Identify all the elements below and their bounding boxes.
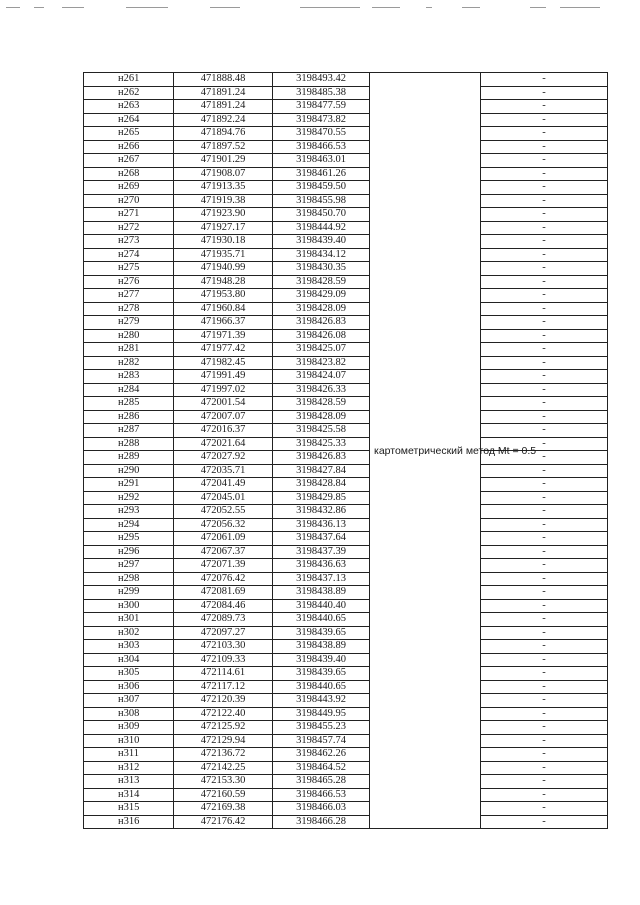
x-coordinate-cell: 472089.73 <box>174 613 273 627</box>
x-coordinate-cell: 472076.42 <box>174 572 273 586</box>
x-coordinate-cell: 472007.07 <box>174 410 273 424</box>
table-row <box>84 424 608 438</box>
point-name-cell: н271 <box>84 208 174 222</box>
x-coordinate-cell: 471908.07 <box>174 167 273 181</box>
dash-cell: - <box>481 559 608 573</box>
dash-cell: - <box>481 613 608 627</box>
dash-cell: - <box>481 86 608 100</box>
dash-cell: - <box>481 707 608 721</box>
table-row <box>84 545 608 559</box>
dash-cell: - <box>481 653 608 667</box>
point-name-cell: н272 <box>84 221 174 235</box>
table-row <box>84 761 608 775</box>
table-row <box>84 208 608 222</box>
table-row <box>84 167 608 181</box>
y-coordinate-cell: 3198439.65 <box>273 626 370 640</box>
point-name-cell: н286 <box>84 410 174 424</box>
table-row <box>84 289 608 303</box>
y-coordinate-cell: 3198425.33 <box>273 437 370 451</box>
point-name-cell: н294 <box>84 518 174 532</box>
table-row <box>84 100 608 114</box>
x-coordinate-cell: 472097.27 <box>174 626 273 640</box>
point-name-cell: н313 <box>84 775 174 789</box>
x-coordinate-cell: 471891.24 <box>174 100 273 114</box>
dash-cell: - <box>481 262 608 276</box>
point-name-cell: н266 <box>84 140 174 154</box>
table-row <box>84 127 608 141</box>
dash-cell: - <box>481 154 608 168</box>
dash-cell: - <box>481 221 608 235</box>
x-coordinate-cell: 472061.09 <box>174 532 273 546</box>
x-coordinate-cell: 472016.37 <box>174 424 273 438</box>
x-coordinate-cell: 471897.52 <box>174 140 273 154</box>
y-coordinate-cell: 3198425.07 <box>273 343 370 357</box>
dash-cell: - <box>481 248 608 262</box>
y-coordinate-cell: 3198464.52 <box>273 761 370 775</box>
y-coordinate-cell: 3198462.26 <box>273 748 370 762</box>
dash-cell: - <box>481 140 608 154</box>
point-name-cell: н267 <box>84 154 174 168</box>
table-row <box>84 518 608 532</box>
table-row <box>84 464 608 478</box>
point-name-cell: н279 <box>84 316 174 330</box>
x-coordinate-cell: 472117.12 <box>174 680 273 694</box>
dash-cell: - <box>481 775 608 789</box>
table-row <box>84 73 608 87</box>
point-name-cell: н311 <box>84 748 174 762</box>
dash-cell: - <box>481 694 608 708</box>
table-row <box>84 721 608 735</box>
x-coordinate-cell: 471953.80 <box>174 289 273 303</box>
dash-cell: - <box>481 518 608 532</box>
dash-cell: - <box>481 343 608 357</box>
dash-cell: - <box>481 235 608 249</box>
point-name-cell: н293 <box>84 505 174 519</box>
y-coordinate-cell: 3198428.84 <box>273 478 370 492</box>
dash-cell: - <box>481 815 608 829</box>
y-coordinate-cell: 3198436.13 <box>273 518 370 532</box>
dash-cell: - <box>481 383 608 397</box>
dash-cell: - <box>481 208 608 222</box>
x-coordinate-cell: 471927.17 <box>174 221 273 235</box>
point-name-cell: н270 <box>84 194 174 208</box>
point-name-cell: н309 <box>84 721 174 735</box>
dash-cell: - <box>481 640 608 654</box>
table-row <box>84 113 608 127</box>
table-row <box>84 262 608 276</box>
dash-cell: - <box>481 167 608 181</box>
dash-cell: - <box>481 100 608 114</box>
point-name-cell: н310 <box>84 734 174 748</box>
point-name-cell: н277 <box>84 289 174 303</box>
dash-cell: - <box>481 586 608 600</box>
table-row <box>84 694 608 708</box>
x-coordinate-cell: 472160.59 <box>174 788 273 802</box>
y-coordinate-cell: 3198439.40 <box>273 653 370 667</box>
x-coordinate-cell: 472056.32 <box>174 518 273 532</box>
y-coordinate-cell: 3198466.03 <box>273 802 370 816</box>
dash-cell: - <box>481 370 608 384</box>
table-row <box>84 275 608 289</box>
point-name-cell: н289 <box>84 451 174 465</box>
x-coordinate-cell: 472142.25 <box>174 761 273 775</box>
dash-cell: - <box>481 505 608 519</box>
x-coordinate-cell: 472067.37 <box>174 545 273 559</box>
point-name-cell: н290 <box>84 464 174 478</box>
table-row <box>84 86 608 100</box>
table-row <box>84 667 608 681</box>
y-coordinate-cell: 3198473.82 <box>273 113 370 127</box>
point-name-cell: н292 <box>84 491 174 505</box>
table-row <box>84 478 608 492</box>
y-coordinate-cell: 3198450.70 <box>273 208 370 222</box>
y-coordinate-cell: 3198485.38 <box>273 86 370 100</box>
x-coordinate-cell: 472176.42 <box>174 815 273 829</box>
table-row <box>84 748 608 762</box>
dash-cell: - <box>481 788 608 802</box>
table-row <box>84 788 608 802</box>
y-coordinate-cell: 3198428.09 <box>273 302 370 316</box>
table-row <box>84 235 608 249</box>
point-name-cell: н287 <box>84 424 174 438</box>
x-coordinate-cell: 472035.71 <box>174 464 273 478</box>
table-row <box>84 734 608 748</box>
point-name-cell: н299 <box>84 586 174 600</box>
y-coordinate-cell: 3198455.98 <box>273 194 370 208</box>
dash-cell: - <box>481 532 608 546</box>
y-coordinate-cell: 3198425.58 <box>273 424 370 438</box>
y-coordinate-cell: 3198429.09 <box>273 289 370 303</box>
y-coordinate-cell: 3198426.83 <box>273 316 370 330</box>
scan-top-artifacts <box>0 0 640 14</box>
table-row <box>84 505 608 519</box>
point-name-cell: н300 <box>84 599 174 613</box>
table-row <box>84 383 608 397</box>
table-row <box>84 815 608 829</box>
dash-cell: - <box>481 572 608 586</box>
y-coordinate-cell: 3198455.23 <box>273 721 370 735</box>
point-name-cell: н298 <box>84 572 174 586</box>
table-row <box>84 653 608 667</box>
table-row <box>84 154 608 168</box>
y-coordinate-cell: 3198465.28 <box>273 775 370 789</box>
point-name-cell: н276 <box>84 275 174 289</box>
table-row <box>84 343 608 357</box>
point-name-cell: н316 <box>84 815 174 829</box>
table-row <box>84 302 608 316</box>
point-name-cell: н263 <box>84 100 174 114</box>
method-cell <box>370 73 537 829</box>
y-coordinate-cell: 3198439.65 <box>273 667 370 681</box>
point-name-cell: н306 <box>84 680 174 694</box>
y-coordinate-cell: 3198470.55 <box>273 127 370 141</box>
dash-cell: - <box>481 329 608 343</box>
x-coordinate-cell: 471997.02 <box>174 383 273 397</box>
table-row <box>84 532 608 546</box>
dash-cell: - <box>481 437 608 451</box>
y-coordinate-cell: 3198423.82 <box>273 356 370 370</box>
dash-cell: - <box>481 275 608 289</box>
table-row <box>84 140 608 154</box>
table-row <box>84 356 608 370</box>
table-row <box>84 221 608 235</box>
point-name-cell: н304 <box>84 653 174 667</box>
y-coordinate-cell: 3198426.08 <box>273 329 370 343</box>
point-name-cell: н314 <box>84 788 174 802</box>
table-row <box>84 491 608 505</box>
y-coordinate-cell: 3198439.40 <box>273 235 370 249</box>
x-coordinate-cell: 472122.40 <box>174 707 273 721</box>
y-coordinate-cell: 3198436.63 <box>273 559 370 573</box>
table-row <box>84 181 608 195</box>
x-coordinate-cell: 472125.92 <box>174 721 273 735</box>
x-coordinate-cell: 471894.76 <box>174 127 273 141</box>
x-coordinate-cell: 471991.49 <box>174 370 273 384</box>
x-coordinate-cell: 471935.71 <box>174 248 273 262</box>
y-coordinate-cell: 3198457.74 <box>273 734 370 748</box>
dash-cell: - <box>481 478 608 492</box>
point-name-cell: н284 <box>84 383 174 397</box>
method-text: картометрический метод Mt = 0.5 <box>374 444 537 457</box>
x-coordinate-cell: 471913.35 <box>174 181 273 195</box>
y-coordinate-cell: 3198466.53 <box>273 788 370 802</box>
y-coordinate-cell: 3198466.28 <box>273 815 370 829</box>
x-coordinate-cell: 472103.30 <box>174 640 273 654</box>
x-coordinate-cell: 472052.55 <box>174 505 273 519</box>
table-row <box>84 707 608 721</box>
x-coordinate-cell: 471948.28 <box>174 275 273 289</box>
point-name-cell: н296 <box>84 545 174 559</box>
dash-cell: - <box>481 302 608 316</box>
dash-cell: - <box>481 761 608 775</box>
y-coordinate-cell: 3198440.65 <box>273 680 370 694</box>
point-name-cell: н302 <box>84 626 174 640</box>
dash-cell: - <box>481 451 608 465</box>
y-coordinate-cell: 3198466.53 <box>273 140 370 154</box>
point-name-cell: н261 <box>84 73 174 87</box>
point-name-cell: н265 <box>84 127 174 141</box>
y-coordinate-cell: 3198438.89 <box>273 640 370 654</box>
dash-cell: - <box>481 545 608 559</box>
point-name-cell: н273 <box>84 235 174 249</box>
point-name-cell: н274 <box>84 248 174 262</box>
dash-cell: - <box>481 73 608 87</box>
dash-cell: - <box>481 680 608 694</box>
table-row <box>84 680 608 694</box>
x-coordinate-cell: 471891.24 <box>174 86 273 100</box>
x-coordinate-cell: 471960.84 <box>174 302 273 316</box>
x-coordinate-cell: 472136.72 <box>174 748 273 762</box>
dash-cell: - <box>481 626 608 640</box>
point-name-cell: н264 <box>84 113 174 127</box>
y-coordinate-cell: 3198426.33 <box>273 383 370 397</box>
table-row <box>84 626 608 640</box>
point-name-cell: н278 <box>84 302 174 316</box>
x-coordinate-cell: 472027.92 <box>174 451 273 465</box>
table-row <box>84 397 608 411</box>
x-coordinate-cell: 471923.90 <box>174 208 273 222</box>
x-coordinate-cell: 472021.64 <box>174 437 273 451</box>
y-coordinate-cell: 3198430.35 <box>273 262 370 276</box>
x-coordinate-cell: 471971.39 <box>174 329 273 343</box>
table-row <box>84 613 608 627</box>
y-coordinate-cell: 3198429.85 <box>273 491 370 505</box>
dash-cell: - <box>481 464 608 478</box>
y-coordinate-cell: 3198463.01 <box>273 154 370 168</box>
x-coordinate-cell: 472041.49 <box>174 478 273 492</box>
point-name-cell: н281 <box>84 343 174 357</box>
point-name-cell: н295 <box>84 532 174 546</box>
y-coordinate-cell: 3198477.59 <box>273 100 370 114</box>
point-name-cell: н280 <box>84 329 174 343</box>
point-name-cell: н275 <box>84 262 174 276</box>
dash-cell: - <box>481 127 608 141</box>
dash-cell: - <box>481 599 608 613</box>
table-row <box>84 248 608 262</box>
point-name-cell: н282 <box>84 356 174 370</box>
point-name-cell: н288 <box>84 437 174 451</box>
table-row <box>84 316 608 330</box>
dash-cell: - <box>481 181 608 195</box>
dash-cell: - <box>481 491 608 505</box>
y-coordinate-cell: 3198438.89 <box>273 586 370 600</box>
y-coordinate-cell: 3198424.07 <box>273 370 370 384</box>
dash-cell: - <box>481 748 608 762</box>
x-coordinate-cell: 471930.18 <box>174 235 273 249</box>
y-coordinate-cell: 3198437.39 <box>273 545 370 559</box>
x-coordinate-cell: 471940.99 <box>174 262 273 276</box>
x-coordinate-cell: 472045.01 <box>174 491 273 505</box>
x-coordinate-cell: 471892.24 <box>174 113 273 127</box>
x-coordinate-cell: 471982.45 <box>174 356 273 370</box>
point-name-cell: н291 <box>84 478 174 492</box>
table-row <box>84 329 608 343</box>
point-name-cell: н269 <box>84 181 174 195</box>
y-coordinate-cell: 3198437.64 <box>273 532 370 546</box>
dash-cell: - <box>481 424 608 438</box>
x-coordinate-cell: 471919.38 <box>174 194 273 208</box>
x-coordinate-cell: 472169.38 <box>174 802 273 816</box>
point-name-cell: н315 <box>84 802 174 816</box>
x-coordinate-cell: 472084.46 <box>174 599 273 613</box>
point-name-cell: н307 <box>84 694 174 708</box>
point-name-cell: н283 <box>84 370 174 384</box>
coordinates-table <box>83 72 608 829</box>
point-name-cell: н303 <box>84 640 174 654</box>
y-coordinate-cell: 3198440.40 <box>273 599 370 613</box>
dash-cell: - <box>481 734 608 748</box>
x-coordinate-cell: 472153.30 <box>174 775 273 789</box>
table-row <box>84 775 608 789</box>
y-coordinate-cell: 3198432.86 <box>273 505 370 519</box>
x-coordinate-cell: 472109.33 <box>174 653 273 667</box>
x-coordinate-cell: 472081.69 <box>174 586 273 600</box>
y-coordinate-cell: 3198493.42 <box>273 73 370 87</box>
x-coordinate-cell: 471977.42 <box>174 343 273 357</box>
table-row <box>84 586 608 600</box>
point-name-cell: н262 <box>84 86 174 100</box>
point-name-cell: н285 <box>84 397 174 411</box>
x-coordinate-cell: 472129.94 <box>174 734 273 748</box>
y-coordinate-cell: 3198426.83 <box>273 451 370 465</box>
table-row <box>84 802 608 816</box>
y-coordinate-cell: 3198428.09 <box>273 410 370 424</box>
point-name-cell: н297 <box>84 559 174 573</box>
y-coordinate-cell: 3198461.26 <box>273 167 370 181</box>
table-row <box>84 194 608 208</box>
y-coordinate-cell: 3198449.95 <box>273 707 370 721</box>
table-row <box>84 410 608 424</box>
y-coordinate-cell: 3198437.13 <box>273 572 370 586</box>
table-row <box>84 559 608 573</box>
table-row <box>84 640 608 654</box>
x-coordinate-cell: 472114.61 <box>174 667 273 681</box>
dash-cell: - <box>481 113 608 127</box>
dash-cell: - <box>481 397 608 411</box>
point-name-cell: н312 <box>84 761 174 775</box>
point-name-cell: н301 <box>84 613 174 627</box>
y-coordinate-cell: 3198444.92 <box>273 221 370 235</box>
x-coordinate-cell: 472071.39 <box>174 559 273 573</box>
table-row <box>84 370 608 384</box>
dash-cell: - <box>481 802 608 816</box>
dash-cell: - <box>481 356 608 370</box>
x-coordinate-cell: 471888.48 <box>174 73 273 87</box>
x-coordinate-cell: 472120.39 <box>174 694 273 708</box>
y-coordinate-cell: 3198434.12 <box>273 248 370 262</box>
y-coordinate-cell: 3198428.59 <box>273 397 370 411</box>
point-name-cell: н268 <box>84 167 174 181</box>
coordinates-table-body <box>84 73 608 829</box>
table-row <box>84 572 608 586</box>
y-coordinate-cell: 3198428.59 <box>273 275 370 289</box>
dash-cell: - <box>481 194 608 208</box>
point-name-cell: н308 <box>84 707 174 721</box>
y-coordinate-cell: 3198427.84 <box>273 464 370 478</box>
dash-cell: - <box>481 316 608 330</box>
x-coordinate-cell: 471966.37 <box>174 316 273 330</box>
y-coordinate-cell: 3198459.50 <box>273 181 370 195</box>
table-row <box>84 599 608 613</box>
x-coordinate-cell: 471901.29 <box>174 154 273 168</box>
dash-cell: - <box>481 667 608 681</box>
dash-cell: - <box>481 410 608 424</box>
y-coordinate-cell: 3198443.92 <box>273 694 370 708</box>
x-coordinate-cell: 472001.54 <box>174 397 273 411</box>
y-coordinate-cell: 3198440.65 <box>273 613 370 627</box>
dash-cell: - <box>481 721 608 735</box>
dash-cell: - <box>481 289 608 303</box>
point-name-cell: н305 <box>84 667 174 681</box>
